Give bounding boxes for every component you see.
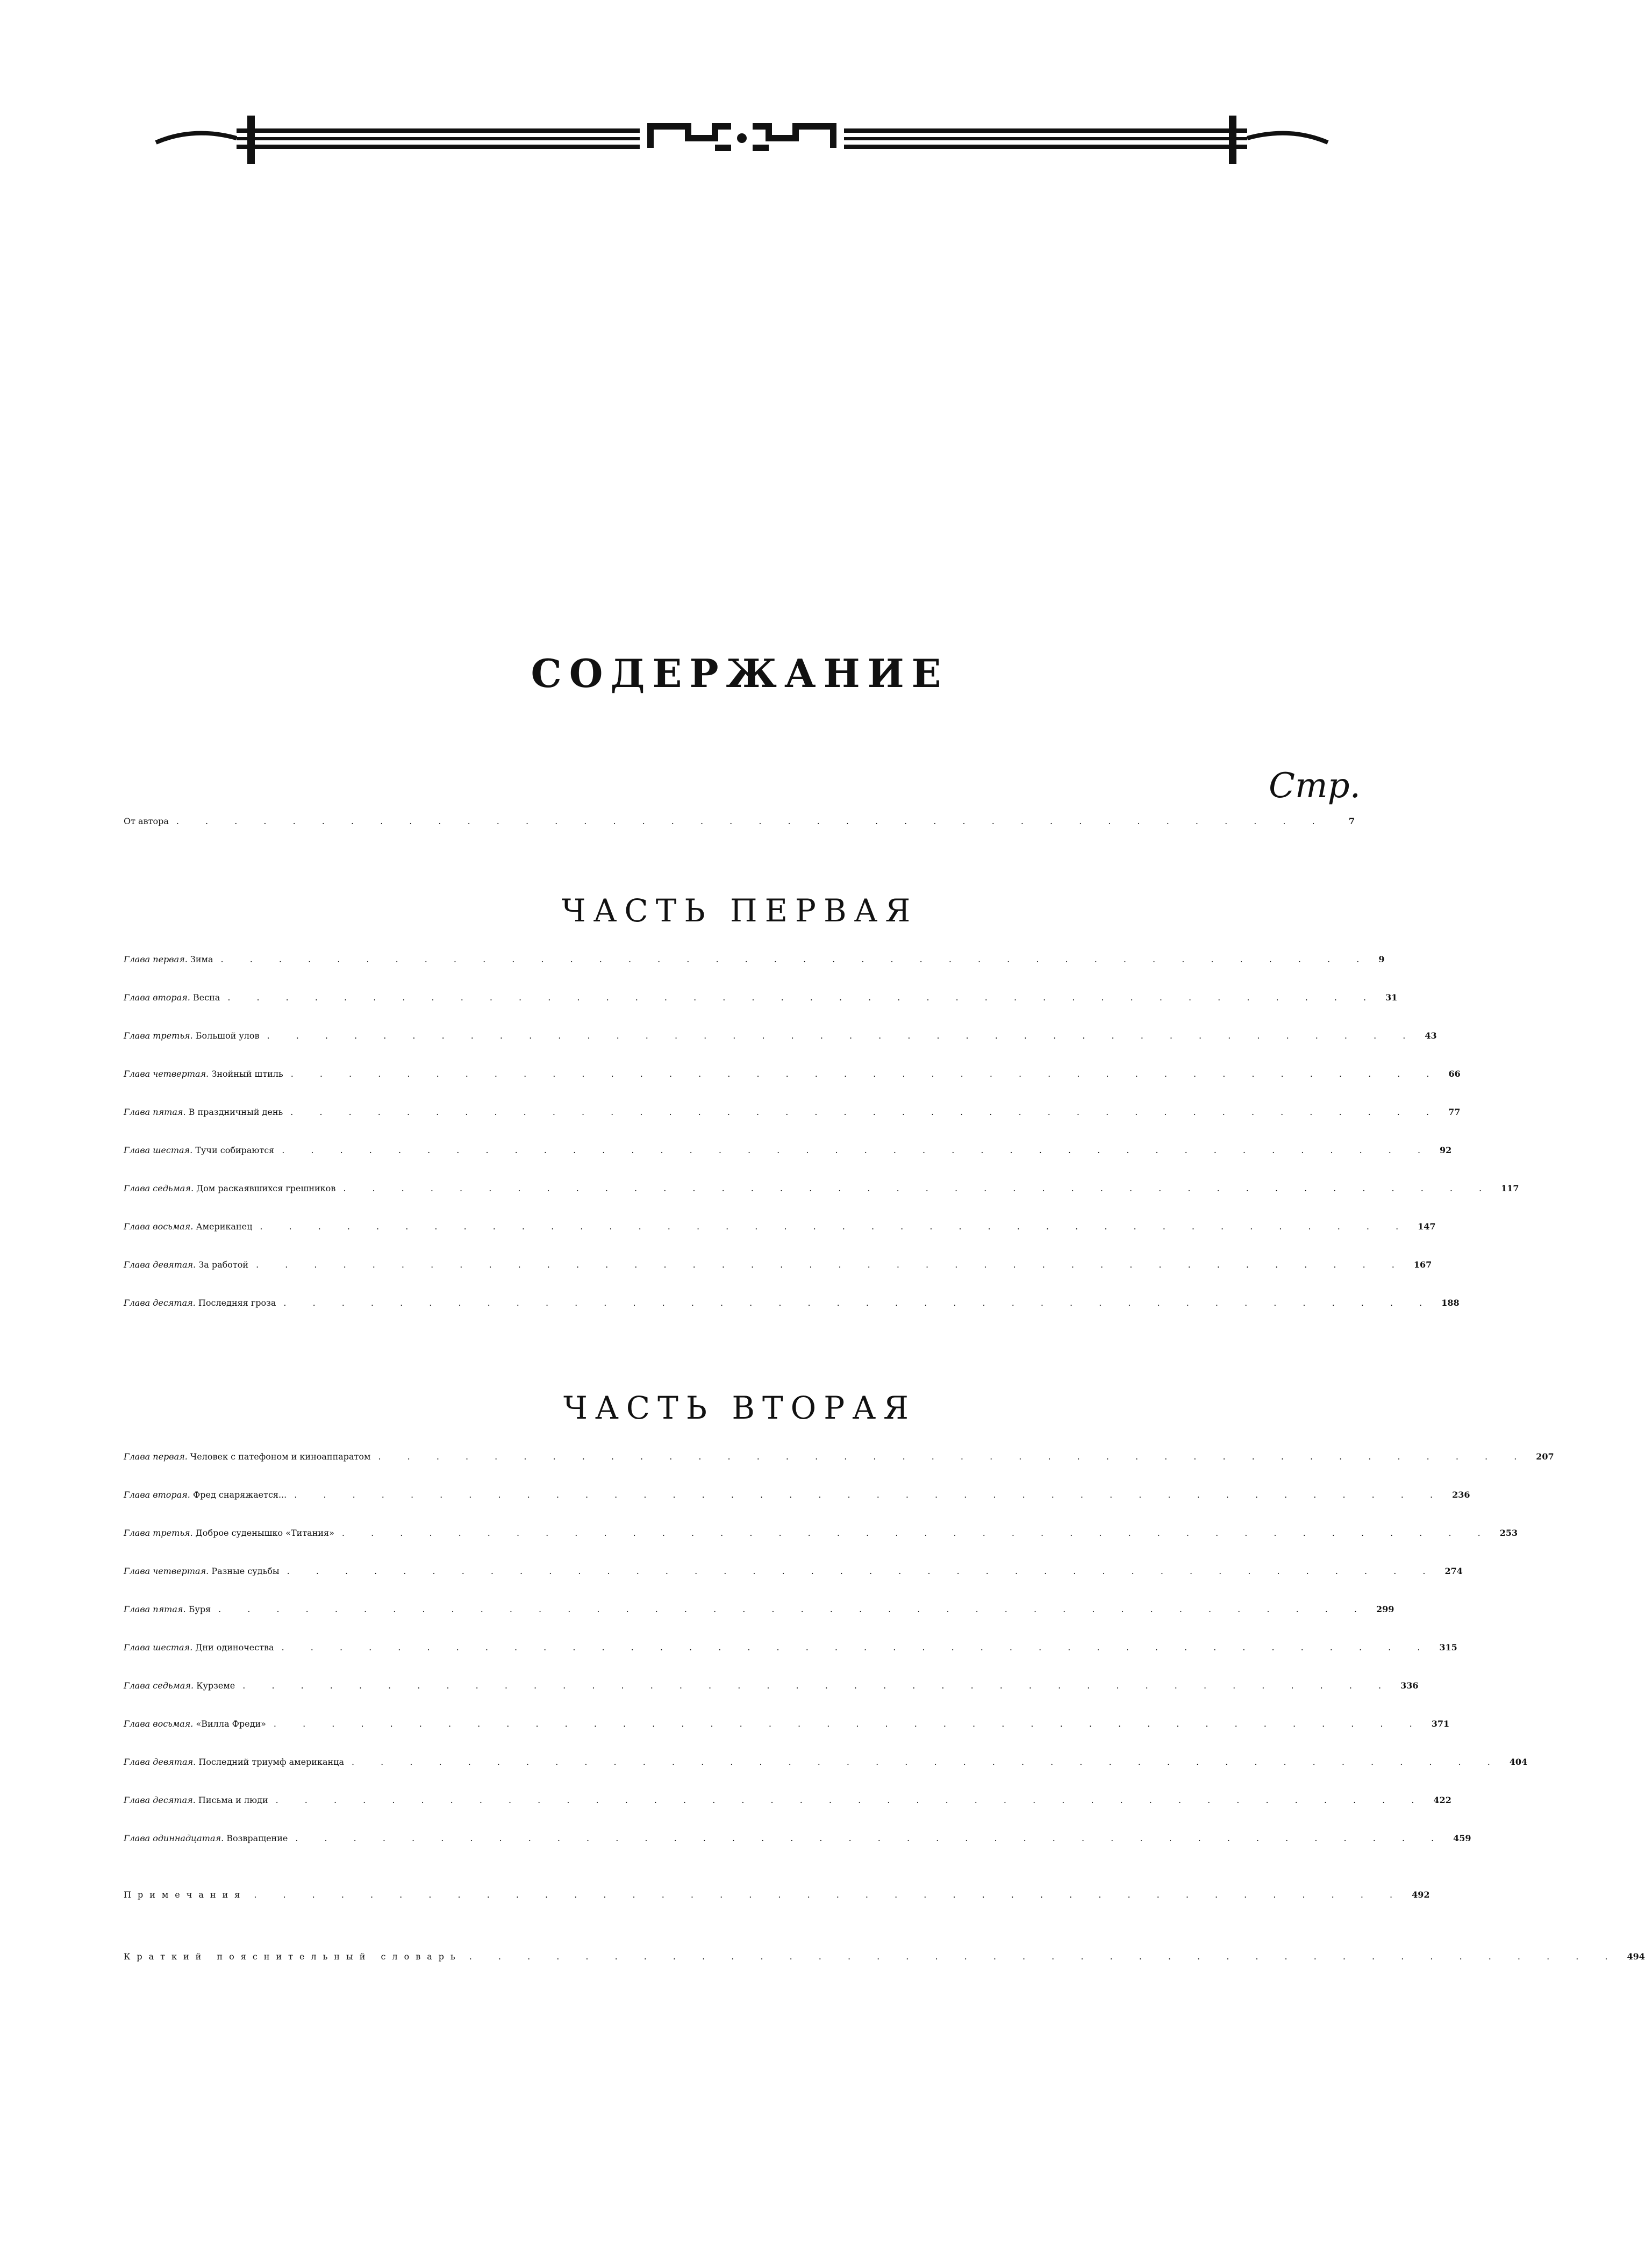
toc-entry-chapter [124, 1566, 1463, 1605]
entry-title: Большой улов [195, 1031, 260, 1041]
entry-title: Буря [188, 1604, 211, 1614]
chapter-number: Глава десятая. [124, 1795, 196, 1805]
chapter-number: Глава первая. [124, 954, 188, 964]
page-number: 188 [1441, 1298, 1460, 1308]
dot-leader: . . . . . . . . . . . . . . . . . . . . . . . . . . . . . . . . . . . . . . . . [352, 1757, 1502, 1767]
chapter-number: Глава седьмая. [124, 1183, 194, 1193]
toc-entry-chapter [124, 1451, 1554, 1490]
dot-leader: . . . . . . . . . . . . . . . . . . . . . . . . . . . . . . . . . . . . . . . . [343, 1183, 1494, 1193]
page-number: 147 [1418, 1221, 1436, 1232]
entry-title: От автора [124, 816, 169, 826]
page-number: 167 [1413, 1260, 1432, 1270]
entry-label [124, 992, 220, 1003]
entry-label [124, 1795, 268, 1805]
entry-title: Разные судьбы [211, 1566, 280, 1576]
toc-entry-chapter [124, 1528, 1518, 1566]
toc-entry-chapter [124, 1642, 1457, 1681]
toc-entry-chapter [124, 1107, 1461, 1146]
entry-title: Письма и люди [198, 1795, 268, 1805]
toc-entry-preface [124, 816, 1355, 855]
chapter-number: Глава восьмая. [124, 1719, 194, 1729]
entry-label [124, 1221, 252, 1232]
toc-entry-chapter [124, 1490, 1470, 1528]
dot-leader: . . . . . . . . . . . . . . . . . . . . . . . . . . . . . . . . . . . . . . . . [256, 1260, 1406, 1270]
dot-leader: . . . . . . . . . . . . . . . . . . . . . . . . . . . . . . . . . . . . . . . . [295, 1833, 1446, 1843]
dot-leader: . . . . . . . . . . . . . . . . . . . . . . . . . . . . . . . . . . . . . . . . [283, 1298, 1434, 1308]
dot-leader: . . . . . . . . . . . . . . . . . . . . . . . . . . . . . . . . . . . . . . . . [341, 1528, 1492, 1538]
dot-leader: . . . . . . . . . . . . . . . . . . . . . . . . . . . . . . . . . . . . . . . . [287, 1566, 1437, 1576]
entry-title: Доброе суденышко «Титания» [195, 1528, 334, 1538]
entry-label [124, 1890, 246, 1900]
entry-title: Фред снаряжается... [192, 1490, 287, 1500]
page-number: 117 [1501, 1183, 1519, 1193]
entry-title: Знойный штиль [211, 1069, 283, 1079]
chapter-number: Глава седьмая. [124, 1680, 194, 1691]
entry-title: Возвращение [226, 1833, 288, 1843]
entry-title: Тучи собираются [195, 1145, 275, 1155]
entry-label [124, 1642, 274, 1652]
toc-entry-chapter [124, 992, 1398, 1031]
chapter-number: Глава четвертая. [124, 1566, 209, 1576]
entry-label [124, 1260, 248, 1270]
dot-leader: . . . . . . . . . . . . . . . . . . . . . . . . . . . . . . . . . . . . . . . . [218, 1604, 1369, 1614]
entry-title: Курземе [196, 1680, 235, 1691]
page-number: 492 [1412, 1890, 1430, 1900]
toc-entry-glossary [124, 1951, 1645, 1990]
entry-title: Дом раскаявшихся грешников [196, 1183, 336, 1193]
dot-leader: . . . . . . . . . . . . . . . . . . . . . . . . . . . . . . . . . . . . . . . . [176, 816, 1327, 826]
dot-leader: . . . . . . . . . . . . . . . . . . . . . . . . . . . . . . . . . . . . . . . . [290, 1069, 1441, 1079]
chapter-number: Глава шестая. [124, 1145, 193, 1155]
entry-title: За работой [198, 1260, 249, 1270]
toc-entry-chapter [124, 1260, 1432, 1298]
chapter-number: Глава вторая. [124, 1490, 190, 1500]
toc-entry-chapter [124, 1680, 1419, 1719]
chapter-number: Глава пятая. [124, 1604, 186, 1614]
dot-leader: . . . . . . . . . . . . . . . . . . . . . . . . . . . . . . . . . . . . . . . . [282, 1145, 1433, 1155]
entry-title: Человек с патефоном и киноаппаратом [190, 1451, 371, 1462]
page-number: 66 [1448, 1069, 1461, 1079]
page-number: 315 [1439, 1642, 1457, 1652]
part-heading: ЧАСТЬ ПЕРВАЯ [561, 892, 918, 929]
chapter-number: Глава девятая. [124, 1260, 196, 1270]
page-number: 404 [1509, 1757, 1528, 1767]
entry-label [124, 1451, 370, 1462]
entry-label [124, 1107, 283, 1117]
chapter-number: Глава девятая. [124, 1757, 196, 1767]
entry-label [124, 1031, 260, 1041]
toc-entry-notes [124, 1890, 1430, 1928]
entry-label [124, 954, 213, 964]
dot-leader: . . . . . . . . . . . . . . . . . . . . . . . . . . . . . . . . . . . . . . . . [275, 1795, 1426, 1805]
toc-entry-chapter [124, 1221, 1436, 1260]
entry-label [124, 1566, 280, 1576]
toc-entry-chapter [124, 1298, 1460, 1336]
entry-label [124, 1145, 274, 1155]
dot-leader: . . . . . . . . . . . . . . . . . . . . . . . . . . . . . . . . . . . . . . . . [378, 1451, 1529, 1462]
page-number: 236 [1452, 1490, 1470, 1500]
page-number: 207 [1536, 1451, 1554, 1462]
entry-label [124, 1490, 287, 1500]
dot-leader: . . . . . . . . . . . . . . . . . . . . . . . . . . . . . . . . . . . . . . . . [227, 992, 1378, 1003]
page-number: 336 [1400, 1680, 1419, 1691]
part-heading: ЧАСТЬ ВТОРАЯ [563, 1390, 916, 1426]
dot-leader: . . . . . . . . . . . . . . . . . . . . . . . . . . . . . . . . . . . . . . . . [260, 1221, 1411, 1232]
entry-label [124, 1757, 344, 1767]
page-number: 92 [1440, 1145, 1452, 1155]
page-number: 9 [1378, 954, 1385, 964]
chapter-number: Глава третья. [124, 1528, 193, 1538]
chapter-number: Глава десятая. [124, 1298, 196, 1308]
page-number: 31 [1385, 992, 1398, 1003]
dot-leader: . . . . . . . . . . . . . . . . . . . . . . . . . . . . . . . . . . . . . . . . [281, 1642, 1432, 1652]
entry-label [124, 1604, 211, 1614]
entry-title: Зима [190, 954, 213, 964]
toc-entry-chapter [124, 1757, 1528, 1795]
page-number: 299 [1376, 1604, 1394, 1614]
dot-leader: . . . . . . . . . . . . . . . . . . . . . . . . . . . . . . . . . . . . . . . . [254, 1890, 1405, 1900]
dot-leader: . . . . . . . . . . . . . . . . . . . . . . . . . . . . . . . . . . . . . . . . [273, 1719, 1424, 1729]
chapter-number: Глава первая. [124, 1451, 188, 1462]
entry-label [124, 1298, 276, 1308]
chapter-number: Глава четвертая. [124, 1069, 209, 1079]
chapter-number: Глава пятая. [124, 1107, 186, 1117]
page-number: 77 [1448, 1107, 1461, 1117]
entry-title: Примечания [124, 1890, 247, 1900]
toc-entry-chapter [124, 1145, 1452, 1184]
page-number: 253 [1499, 1528, 1518, 1538]
toc-entry-chapter [124, 954, 1385, 993]
dot-leader: . . . . . . . . . . . . . . . . . . . . . . . . . . . . . . . . . . . . . . . . [469, 1951, 1620, 1962]
entry-title: Дни одиночества [195, 1642, 274, 1652]
page-number: 274 [1444, 1566, 1463, 1576]
entry-title: Последняя гроза [198, 1298, 276, 1308]
entry-title: Американец [196, 1221, 253, 1232]
toc-entry-chapter [124, 1795, 1451, 1834]
dot-leader: . . . . . . . . . . . . . . . . . . . . . . . . . . . . . . . . . . . . . . . . [290, 1107, 1441, 1117]
dot-leader: . . . . . . . . . . . . . . . . . . . . . . . . . . . . . . . . . . . . . . . . [294, 1490, 1445, 1500]
entry-title: «Вилла Фреди» [196, 1719, 266, 1729]
toc-entry-chapter [124, 1183, 1519, 1222]
page-number: 43 [1425, 1031, 1437, 1041]
page-number: 371 [1431, 1719, 1450, 1729]
toc-entry-chapter [124, 1604, 1394, 1643]
chapter-number: Глава третья. [124, 1031, 193, 1041]
entry-label [124, 1951, 462, 1962]
page-title: СОДЕРЖАНИЕ [531, 650, 949, 696]
entry-title: Весна [192, 992, 220, 1003]
page-column-label: Стр. [1269, 766, 1361, 806]
toc-entry-chapter [124, 1833, 1471, 1872]
page-number: 422 [1433, 1795, 1451, 1805]
dot-leader: . . . . . . . . . . . . . . . . . . . . . . . . . . . . . . . . . . . . . . . . [267, 1031, 1418, 1041]
entry-title: Последний триумф американца [198, 1757, 344, 1767]
dot-leader: . . . . . . . . . . . . . . . . . . . . . . . . . . . . . . . . . . . . . . . . [220, 954, 1371, 964]
chapter-number: Глава восьмая. [124, 1221, 194, 1232]
page-number: 7 [1348, 816, 1355, 826]
page-number: 459 [1453, 1833, 1471, 1843]
entry-label [124, 1719, 266, 1729]
entry-label [124, 1528, 334, 1538]
entry-label [124, 816, 169, 826]
dot-leader: . . . . . . . . . . . . . . . . . . . . . . . . . . . . . . . . . . . . . . . . [242, 1680, 1393, 1691]
entry-label [124, 1680, 235, 1691]
chapter-number: Глава вторая. [124, 992, 190, 1003]
entry-title: Краткий пояснительный словарь [124, 1951, 462, 1962]
decorative-ornament [156, 105, 1328, 169]
entry-label [124, 1069, 283, 1079]
chapter-number: Глава шестая. [124, 1642, 193, 1652]
entry-label [124, 1833, 288, 1843]
toc-entry-chapter [124, 1719, 1450, 1757]
page-number: 494 [1627, 1951, 1645, 1962]
toc-entry-chapter [124, 1031, 1437, 1069]
entry-title: В праздничный день [188, 1107, 283, 1117]
chapter-number: Глава одиннадцатая. [124, 1833, 224, 1843]
toc-entry-chapter [124, 1069, 1461, 1107]
entry-label [124, 1183, 335, 1193]
